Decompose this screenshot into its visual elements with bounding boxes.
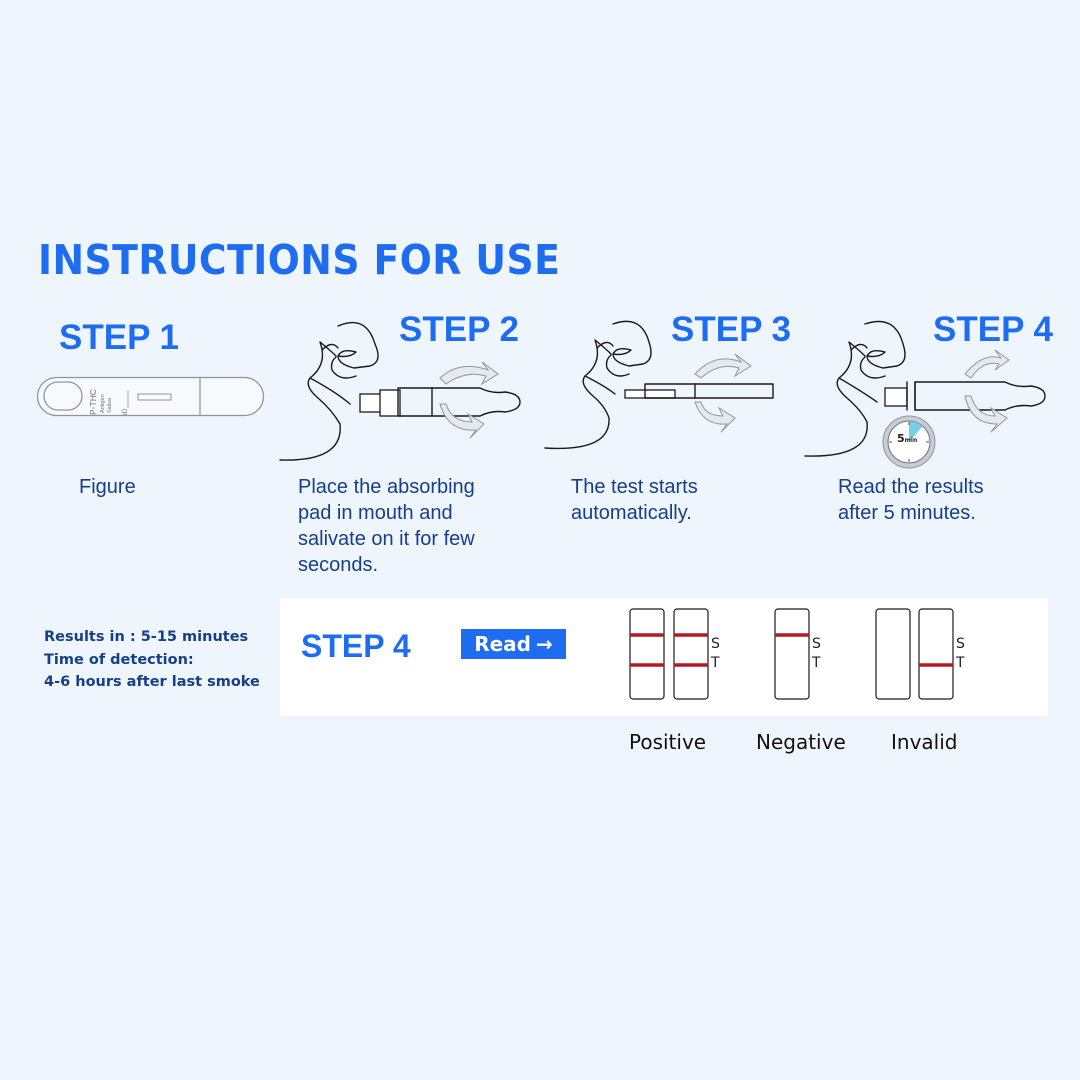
step-1-heading: STEP 1 (59, 318, 179, 357)
timer-unit: min (904, 437, 918, 444)
step-3-face-illustration (545, 312, 785, 462)
page-title: INSTRUCTIONS FOR USE (38, 236, 561, 284)
negative-strip (775, 609, 809, 699)
invalid-strip-2 (919, 609, 953, 699)
device-label-id: ID (122, 408, 129, 415)
test-device-illustration (36, 376, 266, 418)
device-label-sub1: Antigen (100, 394, 106, 413)
positive-strip-2 (674, 609, 708, 699)
read-badge (461, 629, 566, 659)
positive-strip-1 (630, 609, 664, 699)
step-3-heading: STEP 3 (671, 310, 791, 349)
t-label: T (812, 655, 821, 671)
step-1-description: Figure (79, 476, 136, 498)
s-label: S (812, 636, 821, 652)
timer-label (897, 432, 917, 445)
t-label: T (711, 655, 720, 671)
device-label (88, 377, 128, 417)
invalid-strip-1 (876, 609, 910, 699)
t-label: T (956, 655, 965, 671)
step-3-description: The test starts automatically. (571, 476, 698, 524)
info-detection-heading: Time of detection: (44, 651, 194, 668)
info-results-time: Results in : 5-15 minutes (44, 629, 249, 645)
step-4-heading: STEP 4 (933, 310, 1053, 349)
st-labels-negative (812, 635, 821, 673)
info-detection-window: 4-6 hours after last smoke (44, 674, 260, 690)
device-label-main: P-THC (88, 389, 98, 415)
detection-info (44, 626, 260, 694)
read-arrow-icon: → (536, 632, 553, 656)
result-label-positive: Positive (629, 730, 707, 754)
st-labels-positive (711, 635, 720, 673)
result-label-negative: Negative (756, 730, 846, 754)
step-2-description: Place the absorbing pad in mouth and salivate on it for few seconds. (298, 476, 475, 576)
read-label: Read (474, 632, 531, 656)
s-label: S (956, 636, 965, 652)
result-strips (620, 600, 980, 710)
result-label-invalid: Invalid (891, 730, 958, 754)
step-2-heading: STEP 2 (399, 310, 519, 349)
step-4-description: Read the results after 5 minutes. (838, 476, 984, 524)
timer-value: 5 (897, 432, 905, 445)
st-labels-invalid (956, 635, 965, 673)
results-step-heading: STEP 4 (301, 628, 411, 664)
s-label: S (711, 636, 720, 652)
device-label-sub2: Saliva (107, 398, 113, 413)
step-2-face-illustration (280, 312, 540, 467)
